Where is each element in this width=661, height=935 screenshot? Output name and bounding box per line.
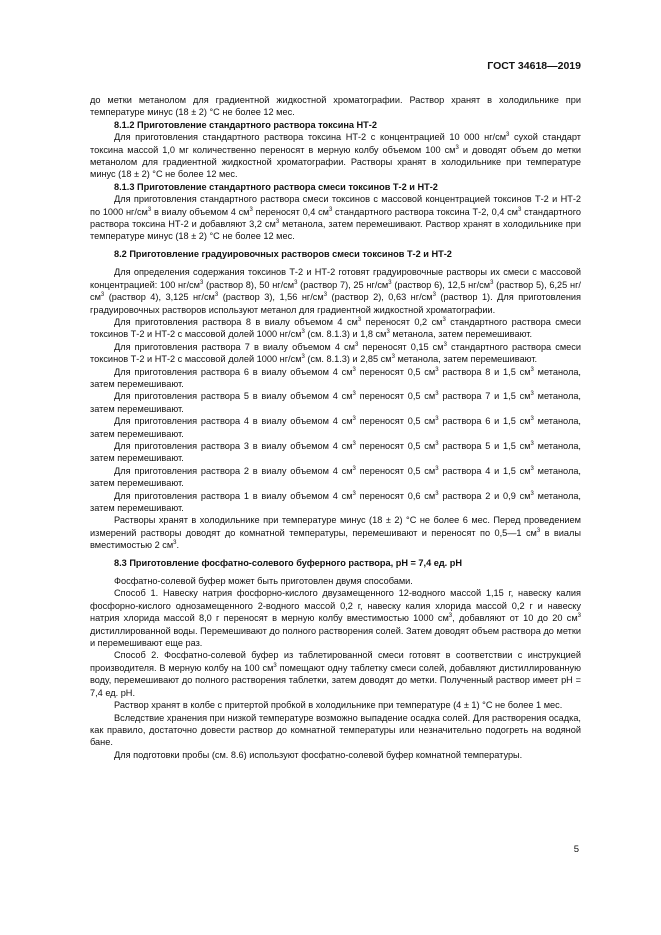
standard-header: ГОСТ 34618—2019 <box>487 60 581 72</box>
text-run: переносят 0,6 см <box>355 490 436 501</box>
text-run: , добавляют от 10 до 20 см <box>452 613 578 624</box>
text-run: Для подготовки пробы (см. 8.6) используют фосфатно-солевой буфер комнатной температуры. <box>114 749 523 760</box>
text-run: метанола, затем перемешивают. <box>90 391 581 414</box>
text-run: сухой стандарт токсина массой 1,0 мг количественно переносят в мерную колбу объемом 100 см <box>90 132 581 155</box>
text-run: переносят 0,5 см <box>355 465 436 476</box>
superscript: 3 <box>301 354 305 361</box>
section-heading <box>90 248 581 260</box>
superscript: 3 <box>352 416 356 423</box>
text-run: 8.1.2 Приготовление стандартного раствора токсина НТ-2 <box>114 119 377 130</box>
superscript: 3 <box>536 527 541 534</box>
superscript: 3 <box>354 341 359 348</box>
superscript: 3 <box>173 540 177 547</box>
text-run: стандартного раствора смеси токсинов Т-2 и НТ-2 с массовой долей 1000 нг/см <box>90 316 581 340</box>
superscript: 3 <box>275 219 280 226</box>
text-run: Раствор хранят в колбе с притертой пробкой в холодильнике при температуре (4 ± 1) °С не более 1 мес. <box>114 700 563 711</box>
paragraph <box>90 712 581 749</box>
superscript: 3 <box>435 391 439 398</box>
superscript: 3 <box>352 391 356 398</box>
text-run: Для приготовления стандартного раствора смеси токсинов с массовой концентрацией токсинов Т-2 и НТ-2 по 1000 нг/см <box>90 194 581 217</box>
text-run: 8.1.3 Приготовление стандартного раствора смеси токсинов Т-2 и НТ-2 <box>114 181 438 192</box>
superscript: 3 <box>357 316 362 323</box>
text-run: стандартного раствора токсина НТ-2 и добавляют 3,2 см <box>90 206 581 230</box>
text-run: метанола, затем перемешивают. <box>90 490 581 513</box>
text-run: Для приготовления раствора 6 в виалу объемом 4 см <box>114 366 353 377</box>
text-run: метанола, затем перемешивают. <box>90 440 581 464</box>
text-run: помещают одну таблетку смеси солей, добавляют дистиллированную воду, перемешивают до полного растворения таблетки, затем доводят до метки. Полученный раствор имеет рН = 7,4 ед. рН. <box>90 662 581 698</box>
superscript: 3 <box>455 144 459 151</box>
subsection-heading <box>90 181 581 193</box>
text-run: Для приготовления раствора 4 в виалу объемом 4 см <box>114 416 353 427</box>
paragraph <box>90 699 581 711</box>
superscript: 3 <box>577 613 582 620</box>
text-run: метанола, затем перемешивают. <box>389 329 532 340</box>
superscript: 3 <box>214 292 219 299</box>
document-body <box>90 94 581 761</box>
superscript: 3 <box>147 206 152 213</box>
text-run: раствора 4 и 1,5 см <box>438 465 531 476</box>
superscript: 3 <box>294 279 298 286</box>
text-run: переносят 0,15 см <box>358 341 444 352</box>
paragraph <box>90 490 581 515</box>
text-run: Для приготовления раствора 3 в виалу объемом 4 см <box>114 440 353 451</box>
paragraph <box>90 131 581 181</box>
text-run: и доводят объем до метки метанолом для градиентной жидкостной хроматографии. Растворы хранят в холодильнике при температуре минус (18 ± 2) °С не более 12 мес. <box>90 144 581 180</box>
text-run: переносят 0,4 см <box>252 206 329 217</box>
superscript: 3 <box>518 206 522 213</box>
text-run: (раствор 4), 3,125 нг/см <box>104 292 215 303</box>
text-run: Для приготовления раствора 7 в виалу объемом 4 см <box>114 341 355 352</box>
superscript: 3 <box>386 329 390 336</box>
text-run: Растворы хранят в холодильнике при температуре минус (18 ± 2) °С не более 6 мес. Перед проведением измерений растворы доводят до комнатной температуры, перемешивают и переносят по 0,5—1 см <box>90 515 581 538</box>
text-run: раствора 5 и 1,5 см <box>438 440 531 451</box>
subsection-heading <box>90 119 581 131</box>
superscript: 3 <box>391 354 395 361</box>
superscript: 3 <box>530 366 534 373</box>
paragraph <box>90 341 581 366</box>
text-run: (см. 8.1.3) и 1,8 см <box>304 329 387 340</box>
text-run: в виалы вместимостью 2 см <box>90 527 581 551</box>
text-run: до метки метанолом для градиентной жидкостной хроматографии. Раствор хранят в холодильнике при температуре минус (18 ± 2) °С не более 12 мес. <box>90 95 581 118</box>
paragraph <box>90 193 581 243</box>
superscript: 3 <box>273 662 277 669</box>
superscript: 3 <box>388 279 392 286</box>
superscript: 3 <box>435 490 439 497</box>
text-run: метанола, затем перемешивают. <box>90 465 581 489</box>
paragraph <box>90 390 581 415</box>
text-run: Для приготовления раствора 1 в виалу объемом 4 см <box>114 490 353 501</box>
superscript: 3 <box>435 440 439 447</box>
page-number: 5 <box>573 844 579 855</box>
text-run: (раствор 3), 1,56 нг/см <box>218 292 324 303</box>
superscript: 3 <box>435 366 439 373</box>
paragraph <box>90 649 581 699</box>
text-run: 8.3 Приготовление фосфатно-солевого буферного раствора, рН = 7,4 ед. рН <box>114 557 463 568</box>
text-run: метанола, затем перемешивают. Раствор хранят в холодильнике при температуре минус (18 ± 2) °С не более 12 мес. <box>90 219 581 242</box>
paragraph <box>90 316 581 341</box>
superscript: 3 <box>352 366 356 373</box>
paragraph <box>90 575 581 587</box>
superscript: 3 <box>432 292 436 299</box>
text-run: Для приготовления раствора 5 в виалу объемом 4 см <box>114 391 353 402</box>
text-run: переносят 0,5 см <box>355 366 436 377</box>
superscript: 3 <box>448 613 453 620</box>
superscript: 3 <box>328 206 333 213</box>
superscript: 3 <box>323 292 328 299</box>
superscript: 3 <box>490 279 494 286</box>
text-run: Для приготовления раствора 8 в виалу объемом 4 см <box>114 316 358 327</box>
paragraph <box>90 366 581 391</box>
text-run: стандартного раствора смеси токсинов Т-2 и НТ-2 с массовой долей 1000 нг/см <box>90 341 581 365</box>
superscript: 3 <box>530 490 534 497</box>
superscript: 3 <box>435 465 439 472</box>
text-run: переносят 0,5 см <box>355 391 436 402</box>
text-run: . <box>176 540 180 551</box>
superscript: 3 <box>301 329 305 336</box>
superscript: 3 <box>506 132 510 139</box>
paragraph <box>90 415 581 440</box>
superscript: 3 <box>435 416 439 423</box>
text-run: метанола, затем перемешивают. <box>90 416 581 439</box>
text-run: (раствор 8), 50 нг/см <box>203 279 295 290</box>
paragraph <box>90 266 581 316</box>
superscript: 3 <box>199 279 204 286</box>
text-run: Для определения содержания токсинов Т-2 и НТ-2 готовят градуировочные растворы их смеси с массовой концентрацией: 100 нг/см <box>90 267 581 290</box>
superscript: 3 <box>443 341 447 348</box>
superscript: 3 <box>530 391 534 398</box>
text-run: 8.2 Приготовление градуировочных растворов смеси токсинов Т-2 и НТ-2 <box>114 248 452 259</box>
superscript: 3 <box>530 440 534 447</box>
text-run: переносят 0,5 см <box>355 416 436 427</box>
text-run: раствора 8 и 1,5 см <box>438 366 531 377</box>
paragraph <box>90 514 581 551</box>
text-run: (см. 8.1.3) и 2,85 см <box>304 354 392 365</box>
superscript: 3 <box>442 316 446 323</box>
superscript: 3 <box>530 465 534 472</box>
superscript: 3 <box>352 490 356 497</box>
text-run: переносят 0,2 см <box>361 316 443 327</box>
text-run: (раствор 6), 12,5 нг/см <box>391 279 491 290</box>
text-run: Для приготовления стандартного раствора токсина НТ-2 с концентрацией 10 000 нг/см <box>114 132 507 143</box>
text-run: в виалу объемом 4 см <box>151 206 250 217</box>
text-run: (раствор 2), 0,63 нг/см <box>327 292 433 303</box>
paragraph <box>90 749 581 761</box>
superscript: 3 <box>249 206 253 213</box>
text-run: Фосфатно-солевой буфер может быть приготовлен двумя способами. <box>114 576 413 587</box>
text-run: Для приготовления раствора 2 в виалу объемом 4 см <box>114 465 353 476</box>
text-run: дистиллированной воды. Перемешивают до полного растворения солей. Затем доводят объем раствора до метки и перемешивают еще раз. <box>90 625 581 649</box>
text-run: переносят 0,5 см <box>355 440 436 451</box>
paragraph <box>90 587 581 649</box>
text-run: метанола, затем перемешивают. <box>90 366 581 389</box>
text-run: Способ 2. Фосфатно-солевой буфер из таблетированной смеси готовят в соответствии с инструкцией производителя. В мерную колбу на 100 см <box>90 650 581 673</box>
text-run: раствора 7 и 1,5 см <box>438 391 531 402</box>
text-run: раствора 6 и 1,5 см <box>438 416 531 427</box>
text-run: стандартного раствора токсина Т-2, 0,4 см <box>332 206 518 217</box>
text-run: метанола, затем перемешивают. <box>394 354 538 365</box>
paragraph <box>90 94 581 119</box>
text-run: раствора 2 и 0,9 см <box>438 490 531 501</box>
text-run: Вследствие хранения при низкой температуре возможно выпадение осадка солей. Для растворения осадка, как правило, достаточно довести раствор до комнатной температуры или незначительно подогреть на водяной бане. <box>90 712 581 748</box>
text-run: (раствор 7), 25 нг/см <box>297 279 389 290</box>
superscript: 3 <box>352 440 356 447</box>
superscript: 3 <box>530 416 534 423</box>
section-heading <box>90 557 581 569</box>
text-run: (раствор 5), 6,25 нг/см <box>90 279 581 303</box>
paragraph <box>90 440 581 465</box>
superscript: 3 <box>352 465 356 472</box>
paragraph <box>90 465 581 490</box>
superscript: 3 <box>100 292 105 299</box>
text-run: (раствор 1). Для приготовления градуировочных растворов используют метанол для градиентной жидкостной хроматографии. <box>90 292 581 315</box>
text-run: Способ 1. Навеску натрия фосфорно-кислого двузамещенного 12-водного массой 1,15 г, навеску калия фосфорно-кислого однозамещенного 2-водного массой 0,2 г, навеску калия хлорида массой 0,2 г и навеску натрия хлорида массой 8,0 г переносят в мерную колбу вместимостью 1000 см <box>90 588 581 624</box>
